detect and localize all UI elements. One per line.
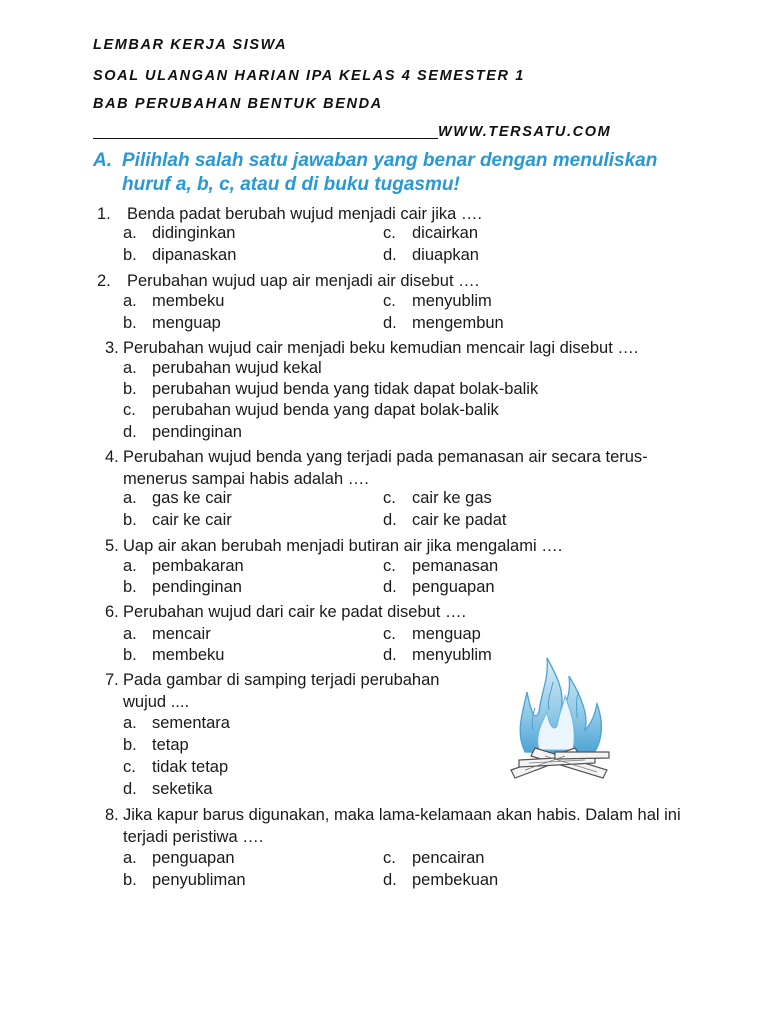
option-text: menguap [152, 314, 221, 332]
option-letter: b. [123, 646, 137, 664]
option-letter: c. [123, 401, 136, 419]
option-text: perubahan wujud benda yang dapat bolak-balik [152, 401, 499, 419]
option-a [123, 291, 224, 312]
worksheet-title: LEMBAR KERJA SISWA [93, 37, 288, 53]
option-d [383, 510, 506, 531]
option-d [383, 645, 492, 666]
option-d [123, 422, 242, 443]
option-letter: d. [383, 314, 397, 332]
option-c [123, 400, 499, 421]
question-number: 5. [105, 537, 119, 555]
option-d [123, 779, 213, 800]
option-text: penguapan [412, 578, 495, 596]
option-text: tidak tetap [152, 758, 229, 776]
option-b [123, 379, 538, 400]
option-text: penyubliman [152, 871, 246, 889]
question-stem: Perubahan wujud dari cair ke padat disebut …. [123, 603, 467, 621]
option-text: membeku [152, 646, 225, 664]
option-text: pembakaran [152, 557, 244, 575]
option-letter: a. [123, 714, 137, 732]
option-letter: a. [123, 849, 137, 867]
question-7 [105, 669, 477, 713]
option-text: penguapan [152, 849, 235, 867]
question-number: 8. [105, 806, 119, 824]
option-text: menguap [412, 625, 481, 643]
option-d [383, 577, 495, 598]
option-text: dicairkan [412, 224, 479, 242]
option-letter: c. [383, 849, 396, 867]
question-number: 3. [105, 339, 119, 357]
option-text: didinginkan [152, 224, 236, 242]
option-text: membeku [152, 292, 225, 310]
question-number: 6. [105, 603, 119, 621]
question-3 [105, 337, 695, 359]
option-text: cair ke gas [412, 489, 492, 507]
option-letter: a. [123, 625, 137, 643]
option-letter: b. [123, 578, 137, 596]
question-stem: Pada gambar di samping terjadi perubahan wujud .... [123, 671, 440, 711]
option-letter: a. [123, 489, 137, 507]
name-blank-line [93, 138, 438, 139]
option-a [123, 848, 235, 869]
option-letter: c. [383, 625, 396, 643]
section-letter: A. [93, 150, 112, 171]
option-d [383, 245, 479, 266]
option-letter: d. [383, 646, 397, 664]
option-text: menyublim [412, 646, 492, 664]
option-b [123, 577, 242, 598]
option-a [123, 223, 235, 244]
instruction-text: Pilihlah salah satu jawaban yang benar dengan menuliskan huruf a, b, c, atau d di buku tugasmu! [122, 150, 658, 195]
option-letter: c. [383, 489, 396, 507]
option-a [123, 713, 230, 734]
question-number: 2. [97, 272, 111, 290]
option-text: perubahan wujud kekal [152, 359, 322, 377]
question-8 [105, 804, 695, 848]
option-text: pembekuan [412, 871, 499, 889]
question-number: 7. [105, 671, 119, 689]
option-b [123, 313, 221, 334]
option-a [123, 358, 322, 379]
option-c [123, 757, 228, 778]
question-6 [105, 601, 695, 623]
option-letter: a. [123, 557, 137, 575]
option-letter: d. [383, 871, 397, 889]
option-letter: c. [123, 758, 136, 776]
option-letter: a. [123, 224, 137, 242]
option-letter: d. [383, 246, 397, 264]
option-a [123, 624, 211, 645]
option-text: pemanasan [412, 557, 499, 575]
option-text: seketika [152, 780, 213, 798]
option-letter: c. [383, 224, 396, 242]
option-letter: b. [123, 871, 137, 889]
question-number: 4. [105, 448, 119, 466]
option-letter: b. [123, 314, 137, 332]
option-c [383, 291, 492, 312]
option-letter: c. [383, 292, 396, 310]
option-b [123, 245, 236, 266]
option-a [123, 488, 232, 509]
option-letter: d. [383, 511, 397, 529]
option-c [383, 488, 492, 509]
question-stem: Perubahan wujud uap air menjadi air disebut …. [127, 272, 480, 290]
option-letter: b. [123, 380, 137, 398]
option-text: tetap [152, 736, 189, 754]
option-letter: d. [383, 578, 397, 596]
option-d [383, 870, 498, 891]
campfire-illustration [505, 652, 615, 784]
option-letter: d. [123, 780, 137, 798]
exam-title: SOAL ULANGAN HARIAN IPA KELAS 4 SEMESTER 1 [93, 68, 525, 84]
option-letter: a. [123, 292, 137, 310]
option-c [383, 223, 478, 244]
website-label: WWW.TERSATU.COM [438, 124, 612, 140]
question-stem: Uap air akan berubah menjadi butiran air jika mengalami …. [123, 537, 563, 555]
flames [520, 658, 601, 754]
option-letter: b. [123, 736, 137, 754]
option-text: dipanaskan [152, 246, 237, 264]
option-b [123, 870, 246, 891]
option-a [123, 556, 244, 577]
option-letter: b. [123, 246, 137, 264]
option-c [383, 556, 498, 577]
option-text: cair ke cair [152, 511, 232, 529]
option-text: sementara [152, 714, 230, 732]
question-1 [97, 203, 687, 225]
option-text: pendinginan [152, 578, 242, 596]
option-letter: c. [383, 557, 396, 575]
option-text: mencair [152, 625, 211, 643]
option-letter: b. [123, 511, 137, 529]
option-c [383, 624, 481, 645]
option-text: diuapkan [412, 246, 479, 264]
question-stem: Benda padat berubah wujud menjadi cair jika …. [127, 205, 482, 223]
option-text: gas ke cair [152, 489, 232, 507]
option-text: perubahan wujud benda yang tidak dapat bolak-balik [152, 380, 539, 398]
option-text: cair ke padat [412, 511, 507, 529]
question-number: 1. [97, 205, 111, 223]
section-instruction [93, 149, 693, 197]
option-text: pencairan [412, 849, 485, 867]
option-b [123, 645, 224, 666]
option-text: pendinginan [152, 423, 242, 441]
option-d [383, 313, 504, 334]
option-text: mengembun [412, 314, 504, 332]
option-b [123, 510, 232, 531]
chapter-title: BAB PERUBAHAN BENTUK BENDA [93, 96, 383, 112]
question-stem: Jika kapur barus digunakan, maka lama-kelamaan akan habis. Dalam hal ini terjadi peristiwa …. [123, 806, 681, 846]
question-2 [97, 270, 687, 292]
campfire-icon [505, 652, 615, 784]
option-b [123, 735, 189, 756]
question-stem: Perubahan wujud cair menjadi beku kemudian mencair lagi disebut …. [123, 339, 639, 357]
option-letter: d. [123, 423, 137, 441]
question-stem: Perubahan wujud benda yang terjadi pada pemanasan air secara terus-menerus sampai habis adalah …. [123, 448, 648, 488]
option-letter: a. [123, 359, 137, 377]
question-4 [105, 446, 683, 490]
question-5 [105, 535, 695, 557]
option-text: menyublim [412, 292, 492, 310]
option-c [383, 848, 484, 869]
